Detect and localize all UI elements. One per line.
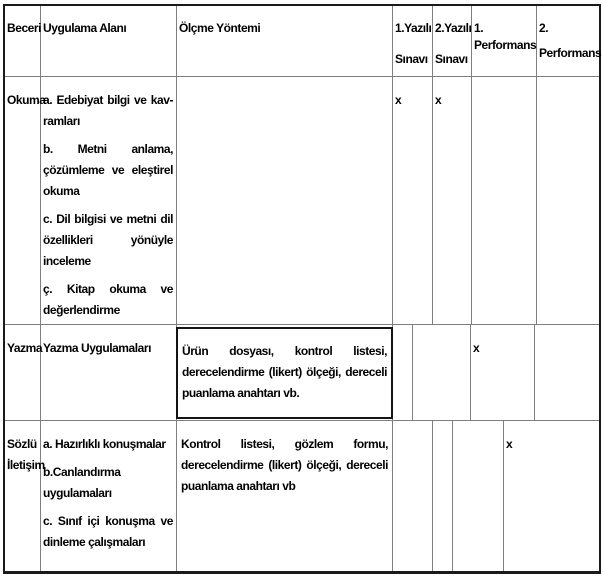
- uygulama-text-line: çözümleme ve eleştirel: [43, 163, 173, 177]
- beceri-cell-okuma: [5, 77, 46, 324]
- header-cell-olcme-yontemi: [177, 6, 393, 76]
- header-label: Uygulama Alanı: [43, 21, 127, 35]
- table-row-yazma: [5, 325, 599, 421]
- header-cell-beceri: [5, 6, 41, 76]
- highlighted-cell-box: [176, 327, 393, 419]
- mark-cell-yazma-performans2: [535, 325, 599, 420]
- header-label: Performans: [539, 46, 602, 60]
- olcme-paragraph: [181, 434, 388, 497]
- uygulama-text-line: özellikleri yönüyle: [43, 233, 173, 247]
- uygulama-text-line: dinleme çalışmaları: [43, 535, 146, 549]
- uygulama-alani-cell-okuma: [41, 77, 177, 324]
- beceri-cell-sozlu-iletisim: [5, 421, 45, 571]
- header-label: Ölçme Yöntemi: [179, 21, 261, 35]
- uygulama-alani-cell-sozlu-iletisim: [41, 421, 177, 571]
- mark-cell-okuma-performans2: [537, 77, 599, 324]
- mark-cell-yazma-yazili1: [393, 325, 413, 420]
- mark-cell-yazma-yazili2: [413, 325, 471, 420]
- beceri-label: Okuma: [7, 93, 46, 107]
- olcme-text-line: derecelendirme (likert) ölçeği, dereceli: [181, 458, 388, 472]
- uygulama-text-line: Yazma Uygulamaları: [43, 341, 151, 355]
- table-row-sozlu-iletisim: [5, 421, 599, 571]
- mark-cell-okuma-performans1: [472, 77, 537, 324]
- uygulama-text-line: inceleme: [43, 254, 91, 268]
- olcme-text-line: puanlama anahtarı vb: [181, 479, 296, 493]
- uygulama-text-line: ramları: [43, 114, 80, 128]
- olcme-text-line: Ürün dosyası, kontrol listesi,: [182, 344, 387, 358]
- header-label: 2.Yazılı: [435, 21, 472, 35]
- olcme-yontemi-cell-yazma: [177, 325, 393, 420]
- beceri-label: İletişim: [7, 458, 45, 472]
- table-header-row: [5, 6, 602, 77]
- olcme-text-line: Kontrol listesi, gözlem formu,: [181, 437, 388, 451]
- beceri-label: Yazma: [7, 341, 43, 355]
- mark-cell-sozlu-iletisim-yazili1: [393, 421, 433, 571]
- uygulama-paragraph: [43, 338, 173, 359]
- header-cell-uygulama-alani: [41, 6, 177, 76]
- header-label: 1.Yazılı: [395, 21, 432, 35]
- table-row-okuma: [5, 77, 599, 325]
- uygulama-text-line: okuma: [43, 184, 80, 198]
- header-label: 1.: [474, 21, 484, 35]
- uygulama-paragraph: [43, 209, 173, 272]
- uygulama-paragraph: [43, 511, 173, 553]
- uygulama-paragraph: [43, 279, 173, 321]
- assessment-table: [3, 4, 601, 574]
- header-label: Performans: [474, 38, 537, 52]
- mark-cell-okuma-yazili1: [393, 77, 433, 324]
- header-cell-yazili-sinavi-2: [433, 6, 472, 76]
- header-cell-yazili-sinavi-1: [393, 6, 433, 76]
- uygulama-text-line: c. Dil bilgisi ve metni dil: [43, 212, 173, 226]
- mark-cell-sozlu-iletisim-performans2: [504, 421, 599, 571]
- uygulama-paragraph: [43, 90, 173, 132]
- uygulama-paragraph: [43, 139, 173, 202]
- x-mark: x: [506, 437, 513, 451]
- uygulama-text-line: b. Metni anlama,: [43, 142, 173, 156]
- mark-cell-sozlu-iletisim-performans1: [453, 421, 504, 571]
- header-cell-performans-1: [472, 6, 537, 76]
- olcme-yontemi-cell-okuma: [177, 77, 393, 324]
- uygulama-text-line: a. Edebiyat bilgi ve kav-: [43, 93, 173, 107]
- uygulama-text-line: ç. Kitap okuma ve: [43, 282, 173, 296]
- mark-cell-yazma-performans1: [471, 325, 535, 420]
- uygulama-text-line: b.Canlandırma: [43, 465, 121, 479]
- olcme-paragraph: [182, 341, 387, 404]
- x-mark: x: [435, 93, 442, 107]
- uygulama-text-line: uygulamaları: [43, 486, 112, 500]
- header-label: Sınavı: [435, 52, 468, 66]
- olcme-text-line: puanlama anahtarı vb.: [182, 386, 300, 400]
- uygulama-text-line: a. Hazırlıklı konuşmalar: [43, 437, 166, 451]
- uygulama-text-line: c. Sınıf içi konuşma ve: [43, 514, 173, 528]
- uygulama-text-line: değerlendirme: [43, 303, 120, 317]
- header-label: 2.: [539, 21, 549, 35]
- olcme-yontemi-cell-sozlu-iletisim: [177, 421, 393, 571]
- beceri-cell-yazma: [5, 325, 41, 420]
- mark-cell-sozlu-iletisim-yazili2: [433, 421, 453, 571]
- header-cell-performans-2: [537, 6, 602, 76]
- uygulama-paragraph: [43, 434, 173, 455]
- beceri-label: Sözlü: [7, 437, 37, 451]
- header-label: Sınavı: [395, 52, 428, 66]
- x-mark: x: [473, 341, 480, 355]
- x-mark: x: [395, 93, 402, 107]
- olcme-text-line: derecelendirme (likert) ölçeği, dereceli: [182, 365, 387, 379]
- uygulama-alani-cell-yazma: [41, 325, 177, 420]
- uygulama-paragraph: [43, 462, 173, 504]
- mark-cell-okuma-yazili2: [433, 77, 472, 324]
- header-label: Beceri: [7, 21, 41, 35]
